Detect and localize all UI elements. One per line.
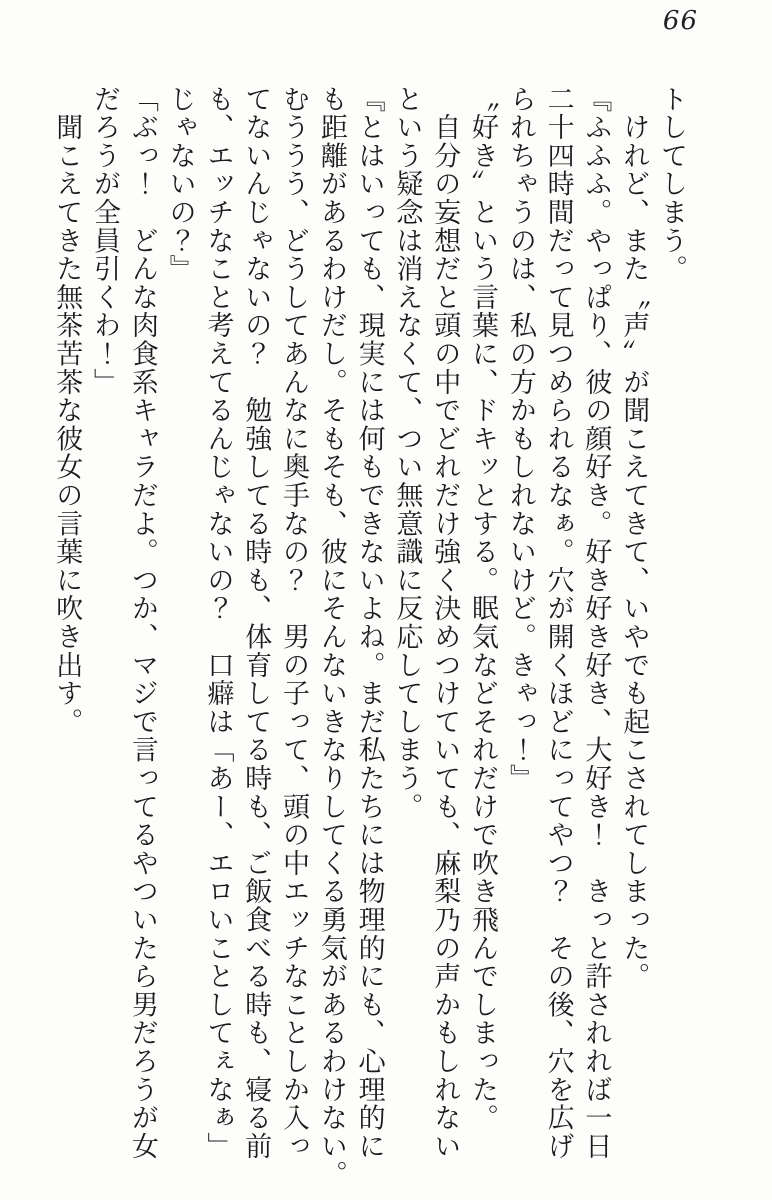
text-line: 『ふふふ。やっぱり、彼の顔好き。好き好き好き、大好き！ きっと許されれば一日	[581, 85, 612, 1161]
text-line: も、エッチなこと考えてるんじゃないの？ 口癖は「あー、エロいことしてぇなぁ」	[203, 85, 234, 1161]
text-line: という疑念は消えなくて、つい無意識に反応してしまう。	[392, 85, 423, 821]
text-line: けれど、また〝声〟が聞こえてきて、いやでも起こされてしまった。	[619, 85, 650, 991]
text-line: むううう、どうしてあんなに奥手なの？ 男の子って、頭の中エッチなことしか入っ	[279, 85, 310, 1161]
text-line: 二十四時間だって見つめられるなぁ。穴が開くほどにってやつ？ その後、穴を広げ	[543, 85, 574, 1161]
text-line: てないんじゃないの？ 勉強してる時も、体育してる時も、ご飯食べる時も、寝る前	[241, 85, 272, 1161]
text-line: も距離があるわけだし。そもそも、彼にそんないきなりしてくる勇気があるわけない。	[316, 85, 347, 1189]
text-block	[47, 85, 690, 1189]
text-line: だろうが全員引くわ！」	[90, 85, 121, 397]
text-line: トしてしまう。	[657, 85, 687, 284]
text-line: 聞こえてきた無茶苦茶な彼女の言葉に吹き出す。	[52, 85, 83, 736]
text-line: じゃないの？』	[165, 85, 196, 284]
text-line: 〝好き〟という言葉に、ドキッとする。眠気などそれだけで吹き飛んでしまった。	[468, 85, 499, 1133]
text-line: 自分の妄想だと頭の中でどれだけ強く決めつけていても、麻梨乃の声かもしれない	[430, 85, 461, 1161]
text-line: 『とはいっても、現実には何もできないよね。まだ私たちには物理的にも、心理的に	[354, 85, 385, 1161]
text-line: 「ぶっ！ どんな肉食系キャラだよ。つか、マジで言ってるやついたら男だろうが女	[127, 85, 158, 1161]
page-number: 66	[662, 6, 698, 36]
text-line: られちゃうのは、私の方かもしれないけど。きゃっ！』	[505, 85, 536, 793]
